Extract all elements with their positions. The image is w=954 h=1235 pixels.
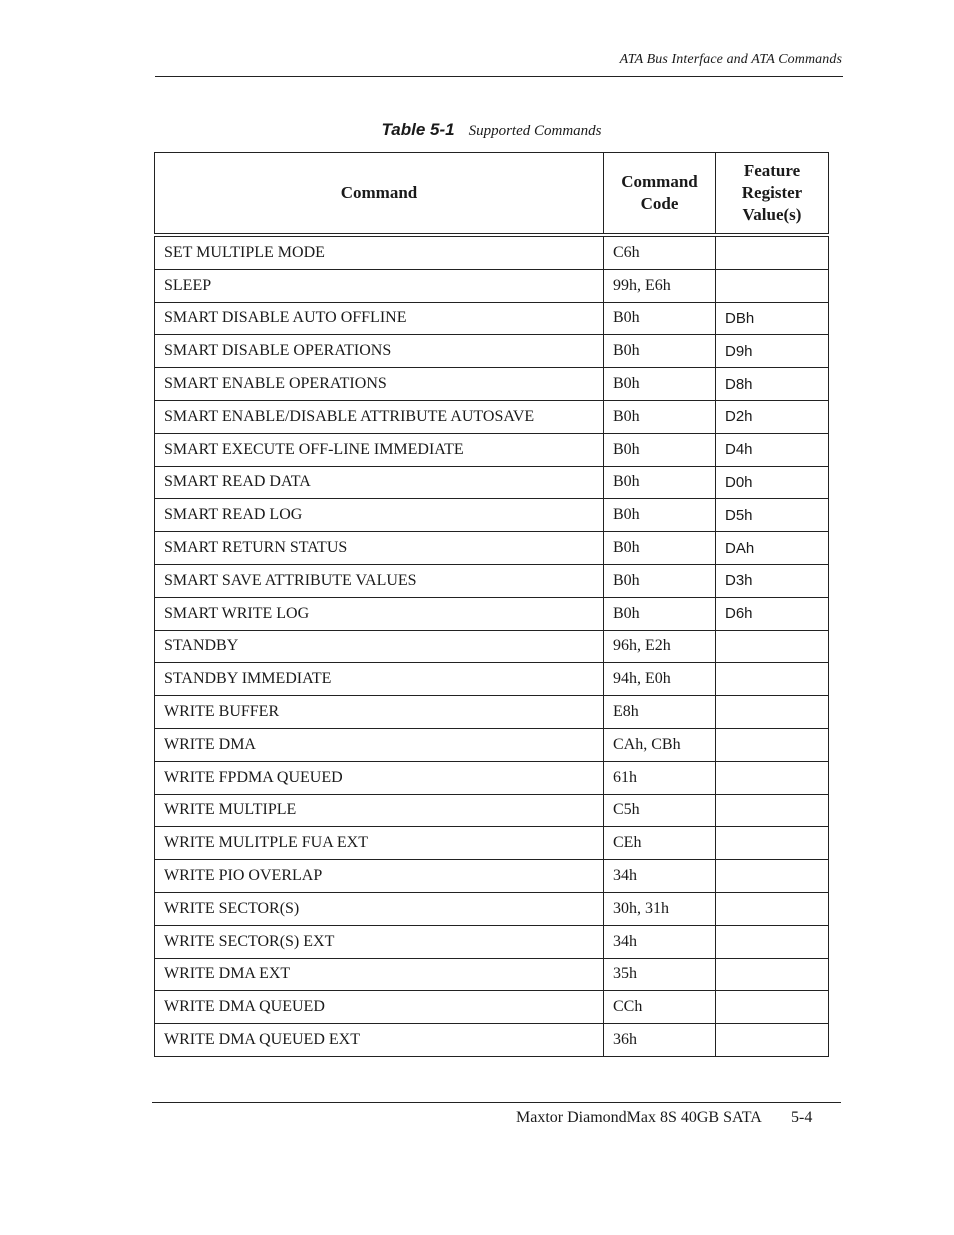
- command-code-cell: B0h: [604, 466, 716, 499]
- table-row: [155, 1024, 829, 1057]
- feature-register-cell: D4h: [716, 433, 829, 466]
- feature-register-cell: [716, 991, 829, 1024]
- command-cell: WRITE BUFFER: [155, 696, 604, 729]
- feature-register-cell: [716, 728, 829, 761]
- command-code-cell: 96h, E2h: [604, 630, 716, 663]
- table-row: [155, 991, 829, 1024]
- command-code-cell: 99h, E6h: [604, 269, 716, 302]
- command-cell: WRITE DMA EXT: [155, 958, 604, 991]
- feature-register-cell: [716, 663, 829, 696]
- command-cell: SMART DISABLE OPERATIONS: [155, 335, 604, 368]
- header-rule: [155, 76, 843, 77]
- feature-register-cell: [716, 235, 829, 269]
- command-code-cell: B0h: [604, 499, 716, 532]
- table-row: [155, 433, 829, 466]
- command-code-cell: E8h: [604, 696, 716, 729]
- command-code-cell: 61h: [604, 761, 716, 794]
- feature-register-cell: D2h: [716, 400, 829, 433]
- feature-register-cell: D6h: [716, 597, 829, 630]
- column-header-feature-register: Feature Register Value(s): [716, 153, 829, 236]
- command-cell: WRITE DMA QUEUED EXT: [155, 1024, 604, 1057]
- command-cell: WRITE MULITPLE FUA EXT: [155, 827, 604, 860]
- table-header-row: [155, 153, 829, 236]
- command-code-cell: B0h: [604, 335, 716, 368]
- command-code-cell: C6h: [604, 235, 716, 269]
- table-row: [155, 696, 829, 729]
- command-cell: WRITE SECTOR(S): [155, 892, 604, 925]
- command-cell: WRITE SECTOR(S) EXT: [155, 925, 604, 958]
- table-row: [155, 302, 829, 335]
- command-code-cell: B0h: [604, 433, 716, 466]
- footer-rule: [152, 1102, 841, 1103]
- feature-register-cell: [716, 1024, 829, 1057]
- feature-register-cell: DAh: [716, 532, 829, 565]
- command-code-cell: 35h: [604, 958, 716, 991]
- feature-register-cell: [716, 925, 829, 958]
- feature-register-cell: [716, 794, 829, 827]
- command-code-cell: CAh, CBh: [604, 728, 716, 761]
- table-row: [155, 794, 829, 827]
- command-code-cell: 34h: [604, 925, 716, 958]
- table-row: [155, 335, 829, 368]
- command-code-cell: B0h: [604, 597, 716, 630]
- footer-page-number: 5-4: [791, 1109, 813, 1126]
- table-caption: [155, 120, 828, 140]
- command-cell: WRITE DMA QUEUED: [155, 991, 604, 1024]
- supported-commands-table: [154, 152, 829, 1057]
- feature-register-cell: [716, 630, 829, 663]
- command-code-cell: B0h: [604, 532, 716, 565]
- command-code-cell: CEh: [604, 827, 716, 860]
- table-row: [155, 827, 829, 860]
- table-row: [155, 728, 829, 761]
- table-row: [155, 368, 829, 401]
- command-cell: WRITE FPDMA QUEUED: [155, 761, 604, 794]
- command-code-cell: 94h, E0h: [604, 663, 716, 696]
- command-cell: SMART SAVE ATTRIBUTE VALUES: [155, 564, 604, 597]
- command-cell: WRITE PIO OVERLAP: [155, 860, 604, 893]
- command-cell: SMART WRITE LOG: [155, 597, 604, 630]
- command-code-cell: B0h: [604, 564, 716, 597]
- feature-register-cell: [716, 696, 829, 729]
- feature-register-cell: [716, 761, 829, 794]
- command-cell: SMART READ DATA: [155, 466, 604, 499]
- command-cell: SMART DISABLE AUTO OFFLINE: [155, 302, 604, 335]
- table-row: [155, 499, 829, 532]
- table-row: [155, 597, 829, 630]
- feature-register-cell: D0h: [716, 466, 829, 499]
- command-cell: WRITE DMA: [155, 728, 604, 761]
- command-cell: SMART READ LOG: [155, 499, 604, 532]
- table-body: [155, 235, 829, 1056]
- column-header-command-code: Command Code: [604, 153, 716, 236]
- table-caption-label: Table 5-1: [381, 120, 455, 139]
- command-cell: WRITE MULTIPLE: [155, 794, 604, 827]
- command-cell: STANDBY: [155, 630, 604, 663]
- command-code-cell: B0h: [604, 368, 716, 401]
- footer-product: Maxtor DiamondMax 8S 40GB SATA: [516, 1109, 762, 1126]
- table-row: [155, 892, 829, 925]
- feature-register-cell: [716, 269, 829, 302]
- command-code-cell: 36h: [604, 1024, 716, 1057]
- table-row: [155, 925, 829, 958]
- command-code-cell: B0h: [604, 302, 716, 335]
- table-row: [155, 958, 829, 991]
- feature-register-cell: D5h: [716, 499, 829, 532]
- command-cell: SMART ENABLE/DISABLE ATTRIBUTE AUTOSAVE: [155, 400, 604, 433]
- command-code-cell: 34h: [604, 860, 716, 893]
- command-cell: SET MULTIPLE MODE: [155, 235, 604, 269]
- feature-register-cell: D9h: [716, 335, 829, 368]
- feature-register-cell: [716, 958, 829, 991]
- feature-register-cell: [716, 892, 829, 925]
- table-row: [155, 663, 829, 696]
- column-header-command: Command: [155, 153, 604, 236]
- command-code-cell: CCh: [604, 991, 716, 1024]
- command-code-cell: 30h, 31h: [604, 892, 716, 925]
- command-cell: SMART RETURN STATUS: [155, 532, 604, 565]
- table-row: [155, 235, 829, 269]
- table-row: [155, 532, 829, 565]
- table-row: [155, 630, 829, 663]
- table-row: [155, 761, 829, 794]
- command-cell: SMART ENABLE OPERATIONS: [155, 368, 604, 401]
- command-cell: SMART EXECUTE OFF-LINE IMMEDIATE: [155, 433, 604, 466]
- feature-register-cell: D3h: [716, 564, 829, 597]
- table-row: [155, 466, 829, 499]
- table-row: [155, 564, 829, 597]
- command-cell: SLEEP: [155, 269, 604, 302]
- running-header: ATA Bus Interface and ATA Commands: [619, 52, 842, 67]
- feature-register-cell: [716, 860, 829, 893]
- table-caption-title: Supported Commands: [468, 123, 602, 139]
- table-row: [155, 860, 829, 893]
- feature-register-cell: DBh: [716, 302, 829, 335]
- command-cell: STANDBY IMMEDIATE: [155, 663, 604, 696]
- feature-register-cell: D8h: [716, 368, 829, 401]
- command-code-cell: B0h: [604, 400, 716, 433]
- table-row: [155, 400, 829, 433]
- table-row: [155, 269, 829, 302]
- feature-register-cell: [716, 827, 829, 860]
- command-code-cell: C5h: [604, 794, 716, 827]
